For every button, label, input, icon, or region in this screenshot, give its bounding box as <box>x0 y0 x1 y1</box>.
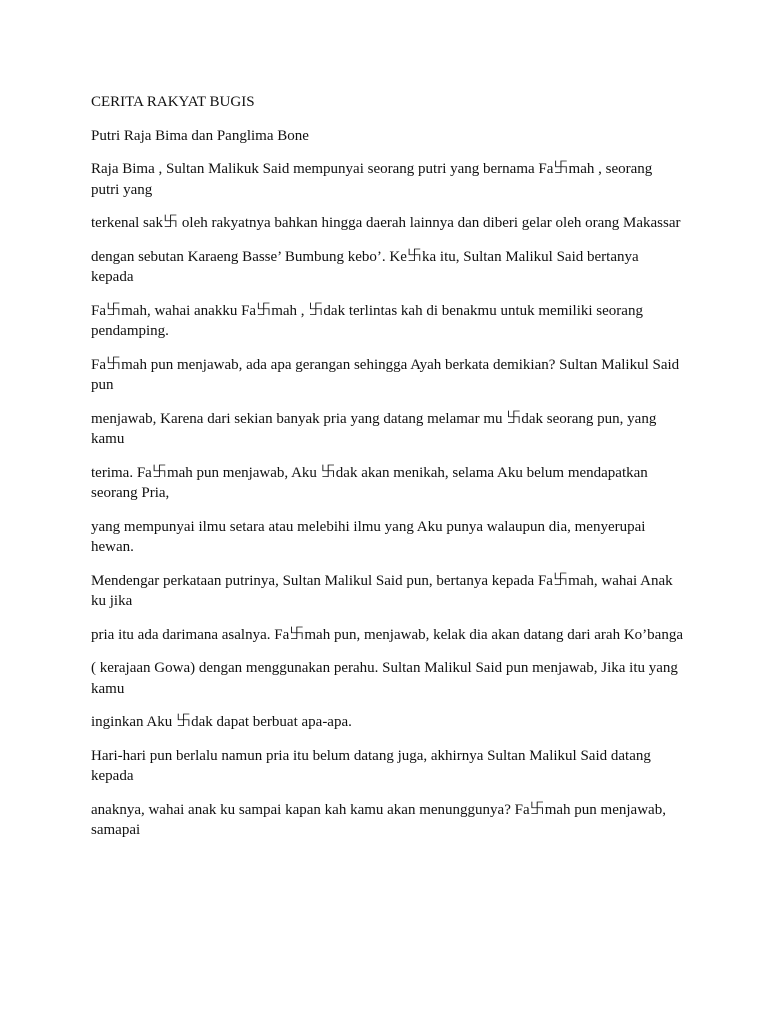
document-heading: CERITA RAKYAT BUGIS <box>91 94 255 110</box>
document-body <box>91 92 683 854</box>
paragraph-4: Fa࿕mah, wahai anakku Fa࿕mah , ࿕dak terlintas kah di benakmu untuk memiliki seorang pendamping. <box>91 302 643 339</box>
paragraph-10: pria itu ada darimana asalnya. Fa࿕mah pun, menjawab, kelak dia akan datang dari arah Ko’banga <box>91 626 683 643</box>
paragraph-7: terima. Fa࿕mah pun menjawab, Aku ࿕dak akan menikah, selama Aku belum mendapatkan seorang Pria, <box>91 464 648 501</box>
paragraph-13: Hari-hari pun berlalu namun pria itu belum datang juga, akhirnya Sultan Malikul Said datang kepada <box>91 747 651 784</box>
paragraph-2: terkenal sak࿕ oleh rakyatnya bahkan hingga daerah lainnya dan diberi gelar oleh orang Makassar <box>91 215 681 231</box>
paragraph-5: Fa࿕mah pun menjawab, ada apa gerangan sehingga Ayah berkata demikian? Sultan Malikul Said pun <box>91 356 680 393</box>
paragraph-11: ( kerajaan Gowa) dengan menggunakan perahu. Sultan Malikul Said pun menjawab, Jika itu yang kamu <box>91 660 678 697</box>
paragraph-8: yang mempunyai ilmu setara atau melebihi ilmu yang Aku punya walaupun dia, menyerupai hewan. <box>91 518 646 555</box>
paragraph-1: Raja Bima , Sultan Malikuk Said mempunyai seorang putri yang bernama Fa࿕mah , seorang putri yang <box>91 161 653 198</box>
document-subtitle: Putri Raja Bima dan Panglima Bone <box>91 127 309 144</box>
paragraph-3: dengan sebutan Karaeng Basse’ Bumbung kebo’. Ke࿕ka itu, Sultan Malikul Said bertanya kepada <box>91 248 639 285</box>
paragraph-14: anaknya, wahai anak ku sampai kapan kah kamu akan menunggunya? Fa࿕mah pun menjawab, samapai <box>91 801 666 838</box>
paragraph-12: inginkan Aku ࿕dak dapat berbuat apa-apa. <box>91 714 352 730</box>
paragraph-9: Mendengar perkataan putrinya, Sultan Malikul Said pun, bertanya kepada Fa࿕mah, wahai Anak ku jika <box>91 572 673 609</box>
paragraph-6: menjawab, Karena dari sekian banyak pria yang datang melamar mu ࿕dak seorang pun, yang kamu <box>91 410 657 447</box>
